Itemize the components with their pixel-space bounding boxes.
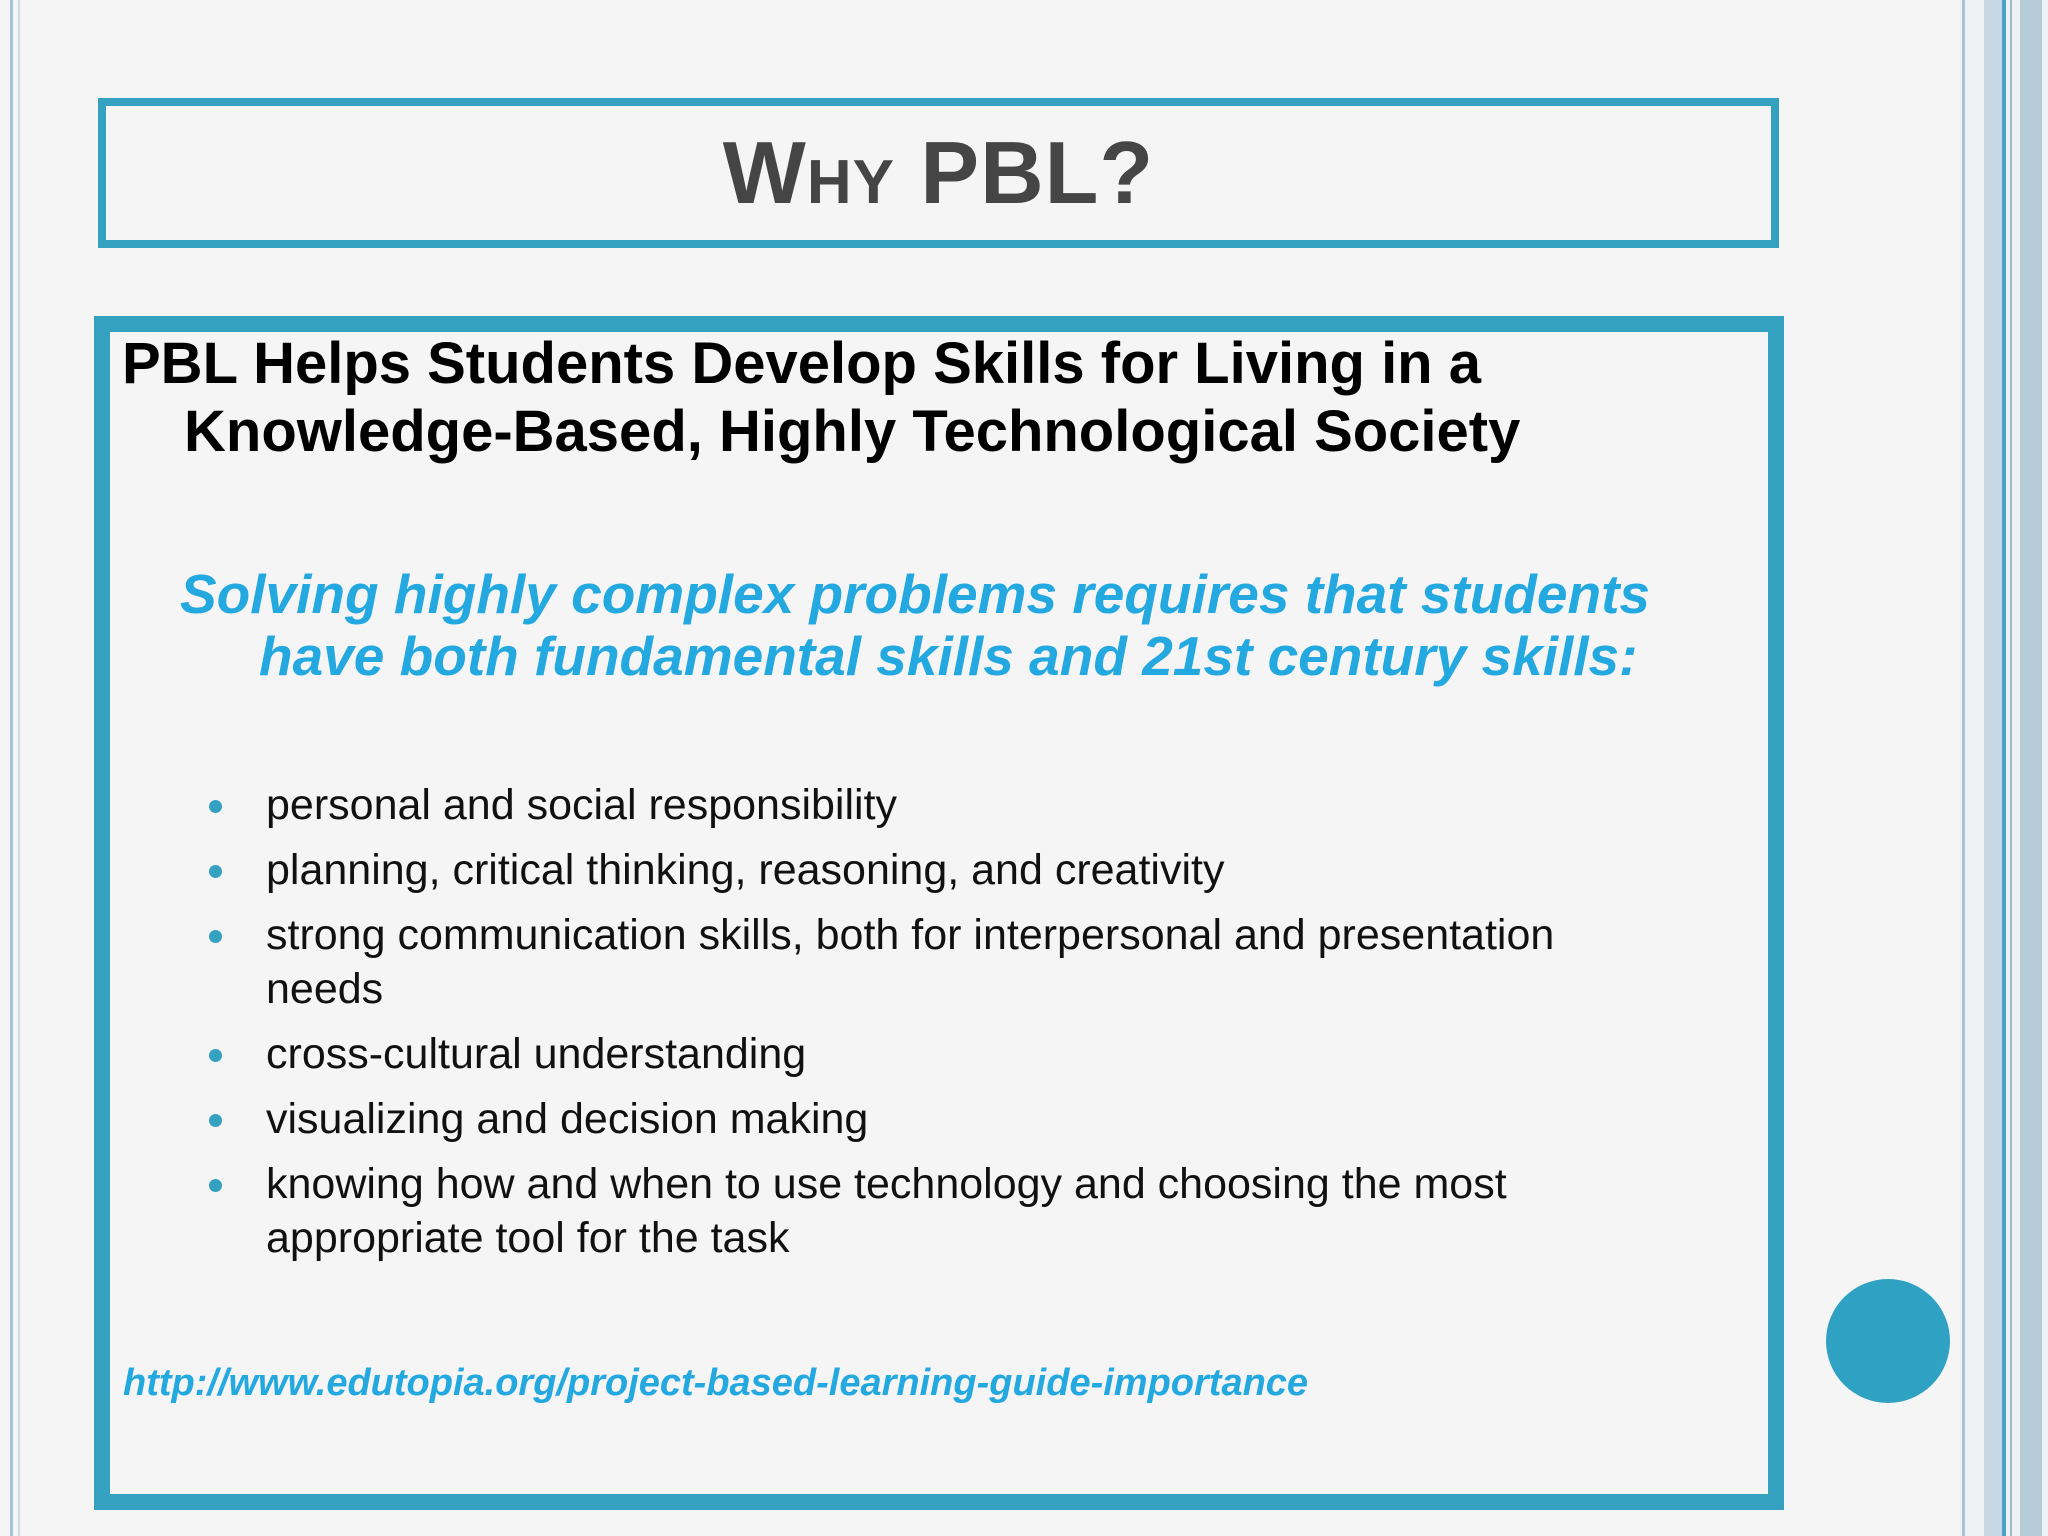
bullet-dot-icon xyxy=(209,930,222,943)
left-border-line-secondary xyxy=(18,0,20,1536)
right-border-line xyxy=(1962,0,1965,1536)
list-item xyxy=(200,1027,1680,1081)
list-item xyxy=(200,908,1680,1016)
bullet-dot-icon xyxy=(209,1049,222,1062)
list-item xyxy=(200,778,1680,832)
title-box xyxy=(98,98,1779,248)
bullet-dot-icon xyxy=(209,800,222,813)
right-border-outer-stripe xyxy=(2020,0,2042,1536)
list-item-text: strong communication skills, both for interpersonal and presentation needs xyxy=(266,911,1555,1013)
list-item-text: personal and social responsibility xyxy=(266,781,898,829)
list-item xyxy=(200,1092,1680,1146)
right-border-accent-line xyxy=(2002,0,2006,1536)
source-link[interactable]: http://www.edutopia.org/project-based-learning-guide-importance xyxy=(123,1362,1309,1404)
skills-list xyxy=(200,778,1680,1276)
list-item xyxy=(200,1157,1680,1265)
content-heading: PBL Helps Students Develop Skills for Living in a Knowledge-Based, Highly Technological Society xyxy=(122,331,1521,464)
left-border-line xyxy=(10,0,13,1536)
list-item-text: visualizing and decision making xyxy=(266,1095,869,1143)
bullet-dot-icon xyxy=(209,1114,222,1127)
list-item-text: knowing how and when to use technology and choosing the most appropriate tool for the task xyxy=(266,1160,1507,1262)
bullet-dot-icon xyxy=(209,1179,222,1192)
list-item xyxy=(200,843,1680,897)
right-border-thin-line xyxy=(2010,0,2012,1536)
list-item-text: cross-cultural understanding xyxy=(266,1030,807,1078)
right-border-stripe xyxy=(1984,0,2002,1536)
slide-title: Why PBL? xyxy=(722,123,1155,222)
content-subheading: Solving highly complex problems requires that students have both fundamental skills and 21st century skills: xyxy=(180,563,1650,687)
bullet-dot-icon xyxy=(209,865,222,878)
circle-decoration-icon xyxy=(1826,1279,1950,1403)
list-item-text: planning, critical thinking, reasoning, and creativity xyxy=(266,846,1225,894)
